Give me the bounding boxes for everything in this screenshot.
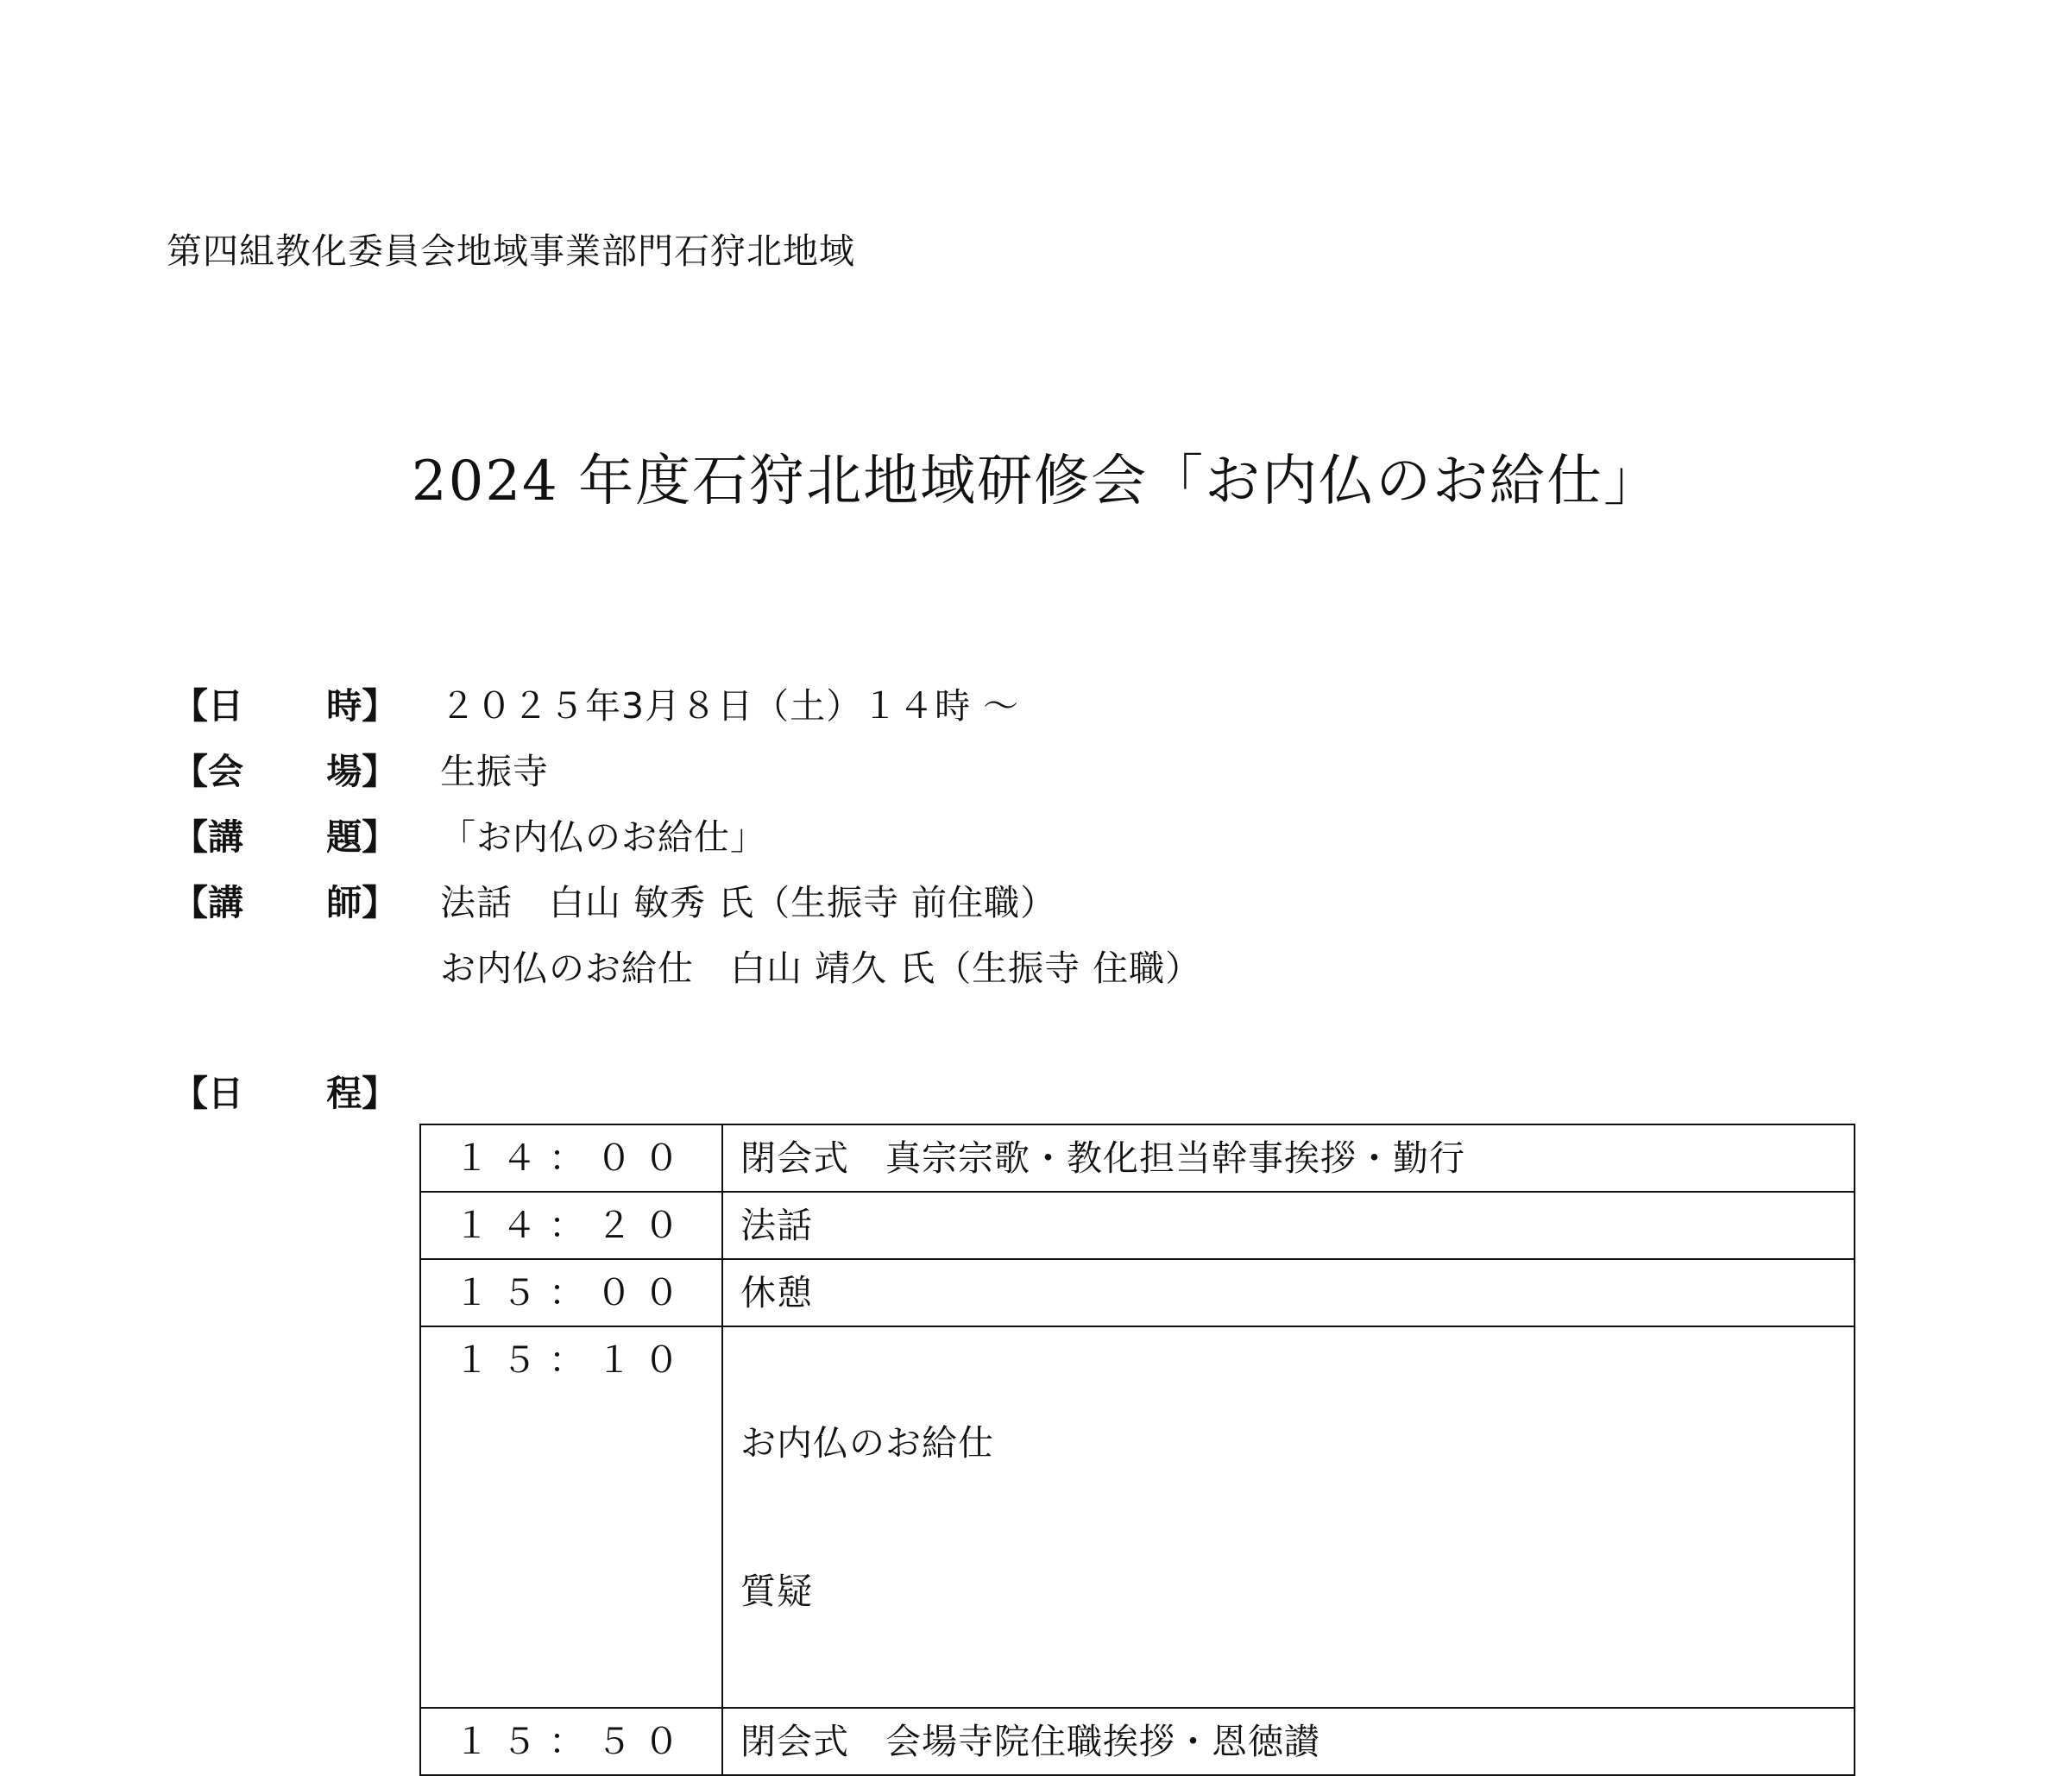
activity-text: 閉会式 会場寺院住職挨拶・恩徳讃 (740, 1721, 1320, 1762)
lecturer-row (173, 873, 1056, 925)
organization-name: 第四組教化委員会地域事業部門石狩北地域 (167, 230, 855, 272)
lecturer-label: 【講 師】 (173, 881, 398, 923)
table-row (420, 1708, 1855, 1775)
topic-label: 【講 題】 (173, 816, 398, 858)
time-text: １５：１０ (454, 1339, 691, 1381)
schedule-table (419, 1124, 1855, 1776)
schedule-time (420, 1259, 722, 1326)
activity-text: 質疑 (740, 1571, 813, 1612)
table-row (420, 1192, 1855, 1259)
table-row (420, 1259, 1855, 1326)
table-row (420, 1326, 1855, 1708)
schedule-time (420, 1192, 722, 1259)
schedule-activity (722, 1326, 1855, 1708)
date-row (173, 677, 1019, 728)
schedule-time (420, 1326, 722, 1708)
venue-value: 生振寺 (440, 750, 549, 792)
schedule-activity (722, 1259, 1855, 1326)
lecturer-value-second: お内仏のお給仕 白山 靖久 氏（生振寺 住職） (440, 947, 1202, 989)
time-text: １４：００ (454, 1137, 691, 1179)
time-text: １５：５０ (454, 1721, 691, 1762)
topic-row (173, 808, 766, 860)
document-title: 2024 年度石狩北地域研修会「お内仏のお給仕」 (411, 450, 1661, 513)
time-text: １５：００ (454, 1272, 691, 1313)
schedule-activity (722, 1192, 1855, 1259)
lecturer-value: 法話 白山 敏秀 氏（生振寺 前住職） (440, 881, 1057, 923)
date-value: ２０２５年3月８日（土）１４時 ～ (440, 684, 1020, 727)
topic-value: 「お内仏のお給仕」 (440, 816, 766, 858)
time-text: １４：２０ (454, 1205, 691, 1246)
table-row (420, 1124, 1855, 1192)
venue-row (173, 742, 549, 794)
schedule-time (420, 1708, 722, 1775)
venue-label: 【会 場】 (173, 750, 398, 792)
schedule-label: 【日 程】 (173, 1072, 398, 1114)
schedule-activity (722, 1124, 1855, 1192)
schedule-time (420, 1124, 722, 1192)
schedule-activity (722, 1708, 1855, 1775)
activity-text: 閉会式 真宗宗歌・教化担当幹事挨拶・勤行 (740, 1137, 1465, 1179)
date-label: 【日 時】 (173, 684, 398, 727)
activity-text: お内仏のお給仕 (740, 1422, 994, 1464)
activity-text: 休憩 (740, 1272, 813, 1313)
activity-text: 法話 (740, 1205, 813, 1246)
